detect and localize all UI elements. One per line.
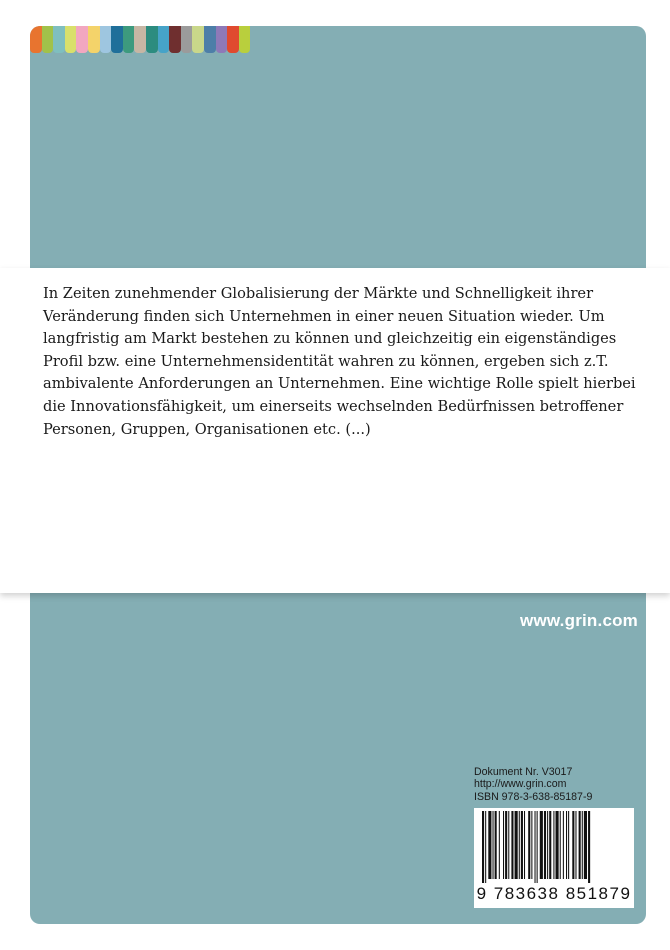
barcode-bar: [515, 811, 518, 879]
color-stripe: [111, 26, 123, 53]
document-url[interactable]: http://www.grin.com: [474, 778, 567, 791]
color-stripe: [42, 26, 54, 53]
barcode-bar: [566, 811, 567, 879]
barcode-bar: [544, 811, 546, 879]
blurb-line: Profil bzw. eine Unternehmensidentität wahren zu können, ergeben sich z.T.: [43, 352, 609, 370]
isbn: ISBN 978-3-638-85187-9: [474, 790, 593, 803]
barcode-bar: [511, 811, 513, 879]
barcode-bar: [528, 811, 530, 879]
barcode-bar: [584, 811, 587, 879]
color-stripe: [227, 26, 239, 53]
color-stripes: [30, 26, 250, 53]
barcode-bar: [535, 811, 536, 883]
color-stripe: [181, 26, 193, 53]
isbn-barcode: [474, 808, 634, 908]
barcode-bar: [521, 811, 523, 879]
barcode-bar: [568, 811, 569, 879]
color-stripe: [134, 26, 146, 53]
barcode-bar: [499, 811, 500, 879]
color-stripe: [30, 26, 42, 53]
barcode-bar: [572, 811, 574, 879]
color-stripe: [169, 26, 181, 53]
barcode-bar: [519, 811, 520, 879]
barcode-bar: [549, 811, 551, 879]
barcode-bar: [493, 811, 494, 879]
blurb-line: Personen, Gruppen, Organisationen etc. (...): [43, 420, 371, 438]
barcode-bar: [547, 811, 548, 879]
blurb-text: [43, 283, 636, 441]
barcode-bar: [503, 811, 504, 879]
color-stripe: [146, 26, 158, 53]
barcode-bar: [553, 811, 554, 879]
color-stripe: [100, 26, 112, 53]
barcode-bar: [575, 811, 576, 879]
barcode-bar: [482, 811, 484, 883]
color-stripe: [53, 26, 65, 53]
color-stripe: [216, 26, 228, 53]
barcode-bar: [579, 811, 581, 879]
color-stripe: [76, 26, 88, 53]
barcode-bar: [495, 811, 497, 879]
color-stripe: [158, 26, 170, 53]
color-stripe: [88, 26, 100, 53]
blurb-line: Veränderung finden sich Unternehmen in einer neuen Situation wieder. Um: [43, 307, 605, 325]
color-stripe: [65, 26, 77, 53]
barcode-digits: 9 783638 851879: [476, 884, 632, 903]
blurb-line: langfristig am Markt bestehen zu können und gleichzeitig ein eigenständiges: [43, 330, 617, 348]
barcode-bar: [524, 811, 525, 879]
barcode-bar: [582, 811, 583, 879]
color-stripe: [123, 26, 135, 53]
barcode-bar: [556, 811, 559, 879]
barcode-bar: [540, 811, 543, 879]
barcode-bar: [505, 811, 507, 879]
blurb-line: ambivalente Anforderungen an Unternehmen. Eine wichtige Rolle spielt hierbei: [43, 375, 636, 393]
color-stripe: [239, 26, 251, 53]
blurb-line: die Innovationsfähigkeit, um einerseits wechselnden Bedürfnissen betroffener: [43, 397, 624, 415]
document-number: Dokument Nr. V3017: [474, 766, 573, 778]
barcode-bar: [560, 811, 561, 879]
barcode-bar: [563, 811, 564, 879]
color-stripe: [204, 26, 216, 53]
barcode-bar: [537, 811, 538, 883]
color-stripe: [192, 26, 204, 53]
document-meta: [474, 766, 592, 803]
blurb-line: In Zeiten zunehmender Globalisierung der Märkte und Schnelligkeit ihrer: [43, 285, 594, 302]
barcode-bar: [508, 811, 509, 879]
barcode-bars: [480, 811, 628, 883]
barcode-bar: [488, 811, 491, 879]
barcode-bar: [531, 811, 532, 879]
publisher-website[interactable]: www.grin.com: [520, 611, 638, 630]
barcode-bar: [485, 811, 486, 883]
barcode-bar: [588, 811, 590, 883]
